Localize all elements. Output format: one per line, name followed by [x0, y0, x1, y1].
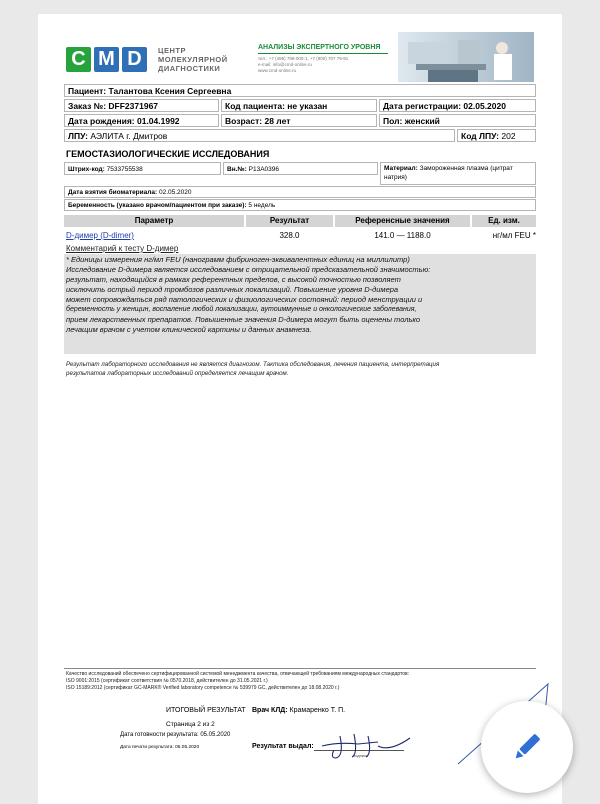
label: Дата регистрации:	[383, 101, 462, 111]
pregnancy-term: 5 недель	[248, 202, 276, 209]
label: Врач КЛД:	[252, 707, 288, 714]
col-header-unit: Ед. изм.	[472, 215, 536, 227]
header-contacts	[258, 56, 348, 74]
label: Материал:	[384, 165, 418, 172]
cert-line: ISO 15189:2012 (сертификат GC-MARK® Verified laboratory competence № 539979 GC, действителен до 18.08.2020 г.)	[66, 685, 340, 691]
comment-line: может сопровождаться ряд патологических и физиологических состояний: период менструации и	[66, 295, 423, 304]
comment-line: беременность у женщин, воспаление любой локализации, аутоиммунные и онкологические заболевания,	[66, 306, 417, 313]
col-header-param: Параметр	[64, 215, 244, 227]
label: Дата взятия биоматериала:	[68, 189, 158, 196]
sex-cell	[379, 114, 536, 127]
certification-text	[66, 671, 409, 692]
page-number: Страница 2 из 2	[166, 721, 215, 728]
material-cell	[380, 162, 536, 185]
ready-date-value: 05.05.2020	[200, 732, 231, 738]
birth-cell	[64, 114, 219, 127]
param-link-d-dimer[interactable]: D-димер (D-dimer)	[66, 231, 134, 240]
label: Код ЛПУ:	[461, 131, 500, 141]
col-header-ref: Референсные значения	[335, 215, 470, 227]
comment-title: Комментарий к тесту D-димер	[66, 244, 179, 253]
take-date: 02.05.2020	[158, 189, 192, 196]
logo-letter-m: M	[94, 47, 119, 72]
internal-number: P13A0396	[248, 166, 280, 173]
disclaimer-line: результатов лабораторных исследований определяется лечащим врачом.	[66, 370, 289, 377]
doctor-line	[252, 707, 345, 714]
lpu-name: АЭЛИТА г. Дмитров	[90, 131, 168, 141]
age-cell	[221, 114, 377, 127]
document-sheet	[38, 14, 562, 804]
comment-line: лечащим врачом с учетом клинической картины и данных анамнеза.	[66, 325, 312, 334]
reg-date: 02.05.2020	[463, 101, 506, 111]
take-date-cell	[64, 186, 536, 198]
contact-line: www.cmd-online.ru	[258, 68, 297, 73]
birth-date: 01.04.1992	[136, 116, 180, 126]
tagline-underline	[258, 53, 388, 54]
logo-line: ДИАГНОСТИКИ	[158, 64, 221, 73]
logo-text	[158, 46, 228, 73]
disclaimer-line: Результат лабораторного исследования не является диагнозом. Тактика обследования, лечения пациента, интерпретация	[66, 361, 440, 368]
barcode: 7533755538	[106, 166, 143, 173]
logo-letter-d: D	[122, 47, 147, 72]
sex: женский	[404, 116, 440, 126]
label: Дата печати результата:	[120, 745, 174, 750]
label: Пациент:	[68, 86, 107, 96]
label: Заказ №:	[68, 101, 107, 111]
reg-date-cell	[379, 99, 536, 112]
age: 28 лет	[264, 116, 291, 126]
section-title: ГЕМОСТАЗИОЛОГИЧЕСКИЕ ИССЛЕДОВАНИЯ	[66, 149, 270, 159]
label: Возраст:	[225, 116, 263, 126]
cert-line: Качество исследований обеспечено сертифицированной системой менеджмента качества, отвечающей требованиям международных стандартов:	[66, 671, 410, 677]
barcode-cell	[64, 162, 221, 175]
unit: нг/мл FEU *	[492, 231, 536, 240]
ready-date	[120, 732, 230, 738]
edit-fab-button[interactable]	[481, 701, 573, 793]
pencil-icon	[481, 701, 573, 793]
pregnancy-cell	[64, 199, 536, 211]
lpu-code-cell	[457, 129, 536, 142]
comment-line: прием лекарственных препаратов. Повышенные значения D-димера могут быть оценены только	[66, 315, 421, 324]
patient-name: Талантова Ксения Сергеевна	[108, 86, 232, 96]
logo-line: ЦЕНТР	[158, 46, 186, 55]
vn-cell	[223, 162, 378, 175]
comment-box	[64, 254, 536, 354]
final-result-label: ИТОГОВЫЙ РЕЗУЛЬТАТ	[166, 707, 246, 714]
laboratory-photo	[398, 32, 534, 82]
issued-by-label: Результат выдал:	[252, 743, 314, 750]
label: Штрих-код:	[68, 166, 105, 173]
tagline: АНАЛИЗЫ ЭКСПЕРТНОГО УРОВНЯ	[258, 44, 381, 51]
comment-line: Исследование D-димера является исследованием с отрицательной предсказательной значимостью:	[66, 265, 431, 274]
label: ЛПУ:	[68, 131, 88, 141]
label: Дата готовности результата:	[120, 732, 199, 738]
contact-line: e-mail: info@cmd-online.ru	[258, 62, 312, 67]
comment-line: результат, находящийся в рамках референтных пределов, с высокой точностью позволяет	[66, 275, 401, 284]
print-date	[120, 745, 199, 750]
disclaimer	[66, 360, 439, 378]
lpu-code: 202	[501, 131, 516, 141]
footer-divider	[64, 668, 536, 669]
cert-line: ISO 9001:2015 (сертификат соответствия № 0570.2018, действителен до 31.05.2021 г.)	[66, 678, 268, 684]
reference-range: 141.0 — 1188.0	[374, 231, 431, 240]
signature-caption: подпись	[353, 753, 369, 758]
order-number: DFF2371967	[108, 101, 159, 111]
doctor-name: Крамаренко Т. П.	[289, 707, 346, 714]
contact-line: тел.: +7 (495) 788-000-1, +7 (800) 707 79-91	[258, 56, 349, 61]
comment-line: * Единицы измерения нг/мл FEU (нанограмм фибриноген-эквивалентных единиц на миллилитр)	[66, 255, 410, 264]
handwritten-signature	[318, 724, 418, 764]
logo-line: МОЛЕКУЛЯРНОЙ	[158, 55, 228, 64]
patient-code-cell	[221, 99, 377, 112]
result-value: 328.0	[279, 231, 300, 240]
label: Код пациента:	[225, 101, 285, 111]
label: Беременность (указано врачом/пациентом при заказе):	[68, 202, 247, 209]
lpu-cell	[64, 129, 455, 142]
comment-line: исключить острый период тромбозов различных локализаций. Повышение уровня D-димера	[66, 285, 399, 294]
print-date-value: 05.05.2020	[175, 745, 200, 750]
material: Замороженная плазма (цитрат натрия)	[384, 165, 513, 181]
col-header-result: Результат	[246, 215, 333, 227]
logo-letter-c: C	[66, 47, 91, 72]
label: Вн.№:	[227, 166, 247, 173]
order-cell	[64, 99, 219, 112]
patient-name-row	[64, 84, 536, 97]
label: Пол:	[383, 116, 403, 126]
label: Дата рождения:	[68, 116, 135, 126]
patient-code: не указан	[287, 101, 328, 111]
